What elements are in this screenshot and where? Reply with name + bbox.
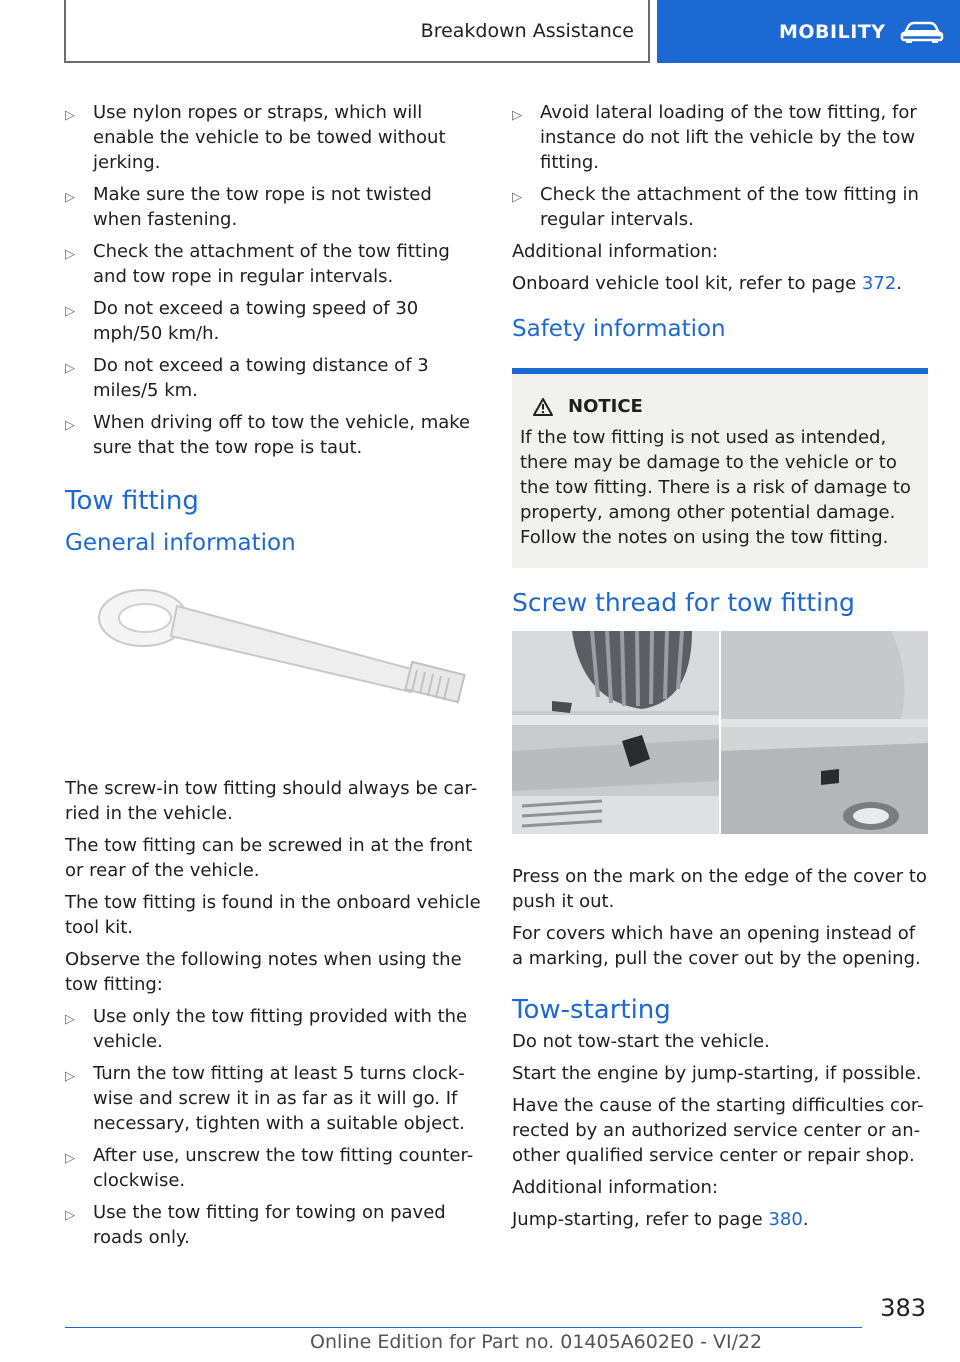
paragraph: Observe the following notes when using the tow fitting: bbox=[65, 949, 462, 995]
list-item: ▷ Use nylon ropes or straps, which will enable the vehicle to be towed without jerking. bbox=[65, 102, 446, 173]
notice-text: If the tow fitting is not used as intended, there may be damage to the vehicle or to the tow fitting. There is a risk of damage to property, among other potential damage. Follow the notes on using the tow fitting. bbox=[520, 427, 911, 548]
page-link-372[interactable]: 372 bbox=[861, 273, 897, 294]
paragraph: The tow fitting is found in the onboard vehicle tool kit. bbox=[65, 892, 481, 938]
chapter-title: MOBILITY bbox=[779, 20, 886, 43]
footer-edition: Online Edition for Part no. 01405A602E0 - VI/22 bbox=[310, 1331, 763, 1353]
triangle-bullet-icon: ▷ bbox=[65, 108, 75, 123]
list-item: ▷ Do not exceed a towing distance of 3 miles/5 km. bbox=[65, 355, 429, 401]
triangle-bullet-icon: ▷ bbox=[65, 304, 75, 319]
paragraph: The screw-in tow fitting should always be car-ried in the vehicle. bbox=[65, 778, 478, 824]
additional-info-label: Additional information: bbox=[512, 1177, 719, 1198]
triangle-bullet-icon: ▷ bbox=[512, 108, 522, 123]
list-item: ▷ Do not exceed a towing speed of 30 mph/50 km/h. bbox=[65, 298, 419, 344]
left-column bbox=[65, 100, 481, 1257]
additional-info-label: Additional information: bbox=[512, 241, 719, 262]
heading-screw-thread: Screw thread for tow fitting bbox=[512, 588, 855, 617]
list-item: ▷ Check the attachment of the tow fitting and tow rope in regular intervals. bbox=[65, 241, 450, 287]
triangle-bullet-icon: ▷ bbox=[65, 1069, 75, 1084]
jump-start-reference: Jump-starting, refer to page 380. bbox=[512, 1209, 809, 1230]
rear-bumper-photo bbox=[721, 631, 928, 834]
list-item: ▷ Avoid lateral loading of the tow fitting, for instance do not lift the vehicle by the tow fitting. bbox=[512, 102, 917, 173]
triangle-bullet-icon: ▷ bbox=[512, 190, 522, 205]
list-item: ▷ Check the attachment of the tow fitting in regular intervals. bbox=[512, 184, 919, 230]
paragraph: Do not tow-start the vehicle. bbox=[512, 1031, 770, 1052]
paragraph: For covers which have an opening instead of a marking, pull the cover out by the opening. bbox=[512, 923, 921, 969]
triangle-bullet-icon: ▷ bbox=[65, 361, 75, 376]
notice-heading: NOTICE bbox=[532, 396, 920, 417]
screw-thread-photos bbox=[512, 631, 928, 834]
chapter-header bbox=[657, 0, 960, 63]
section-title: Breakdown Assistance bbox=[420, 19, 634, 42]
heading-tow-starting: Tow-starting bbox=[512, 995, 671, 1025]
paragraph: Press on the mark on the edge of the cover to push it out. bbox=[512, 866, 927, 912]
heading-general-information: General information bbox=[65, 530, 296, 556]
list-item: ▷ Make sure the tow rope is not twisted when fastening. bbox=[65, 184, 432, 230]
right-column bbox=[512, 100, 928, 1239]
front-bumper-photo bbox=[512, 631, 719, 834]
paragraph: The tow fitting can be screwed in at the front or rear of the vehicle. bbox=[65, 835, 473, 881]
tow-fitting-illustration bbox=[65, 572, 481, 768]
toolkit-reference: Onboard vehicle tool kit, refer to page 372. bbox=[512, 273, 903, 294]
triangle-bullet-icon: ▷ bbox=[65, 1012, 75, 1027]
heading-tow-fitting: Tow fitting bbox=[65, 486, 199, 516]
triangle-bullet-icon: ▷ bbox=[65, 190, 75, 205]
list-item: ▷ When driving off to tow the vehicle, make sure that the tow rope is taut. bbox=[65, 412, 471, 458]
triangle-bullet-icon: ▷ bbox=[65, 1208, 75, 1223]
list-item: ▷ Turn the tow fitting at least 5 turns clock-wise and screw it in as far as it will go. If necessary, tighten with a suitable object. bbox=[65, 1063, 465, 1134]
car-icon bbox=[900, 20, 944, 44]
list-item: ▷ Use the tow fitting for towing on paved roads only. bbox=[65, 1202, 446, 1248]
notice-box bbox=[512, 368, 928, 568]
triangle-bullet-icon: ▷ bbox=[65, 247, 75, 262]
warning-icon bbox=[532, 397, 554, 417]
triangle-bullet-icon: ▷ bbox=[65, 1151, 75, 1166]
triangle-bullet-icon: ▷ bbox=[65, 418, 75, 433]
paragraph: Have the cause of the starting difficulties cor-rected by an authorized service center or an-other qualified service center or repair shop. bbox=[512, 1095, 924, 1166]
heading-safety-information: Safety information bbox=[512, 316, 726, 342]
paragraph: Start the engine by jump-starting, if possible. bbox=[512, 1063, 922, 1084]
page-number: 383 bbox=[880, 1294, 926, 1322]
list-item: ▷ After use, unscrew the tow fitting counter-clockwise. bbox=[65, 1145, 474, 1191]
footer-divider bbox=[65, 1327, 862, 1328]
list-item: ▷ Use only the tow fitting provided with the vehicle. bbox=[65, 1006, 468, 1052]
section-header bbox=[64, 0, 650, 63]
page-link-380[interactable]: 380 bbox=[768, 1209, 803, 1230]
